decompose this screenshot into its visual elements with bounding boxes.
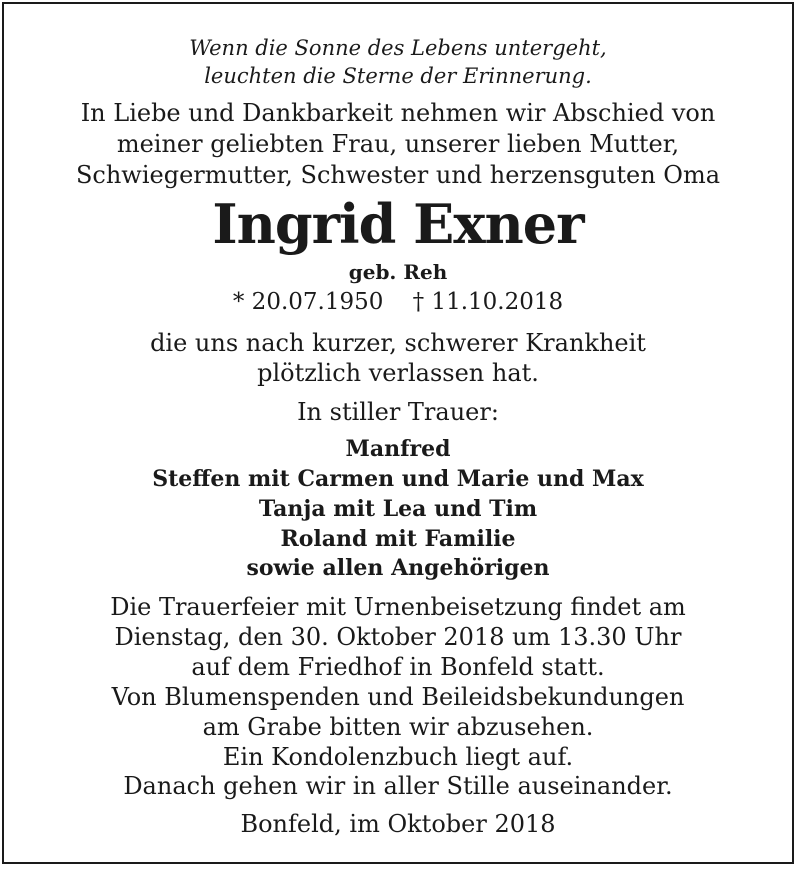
ceremony-line: Die Trauerfeier mit Urnenbeisetzung findet am <box>110 593 686 621</box>
ceremony-line: auf dem Friedhof in Bonfeld statt. <box>191 653 605 681</box>
mourner-line: sowie allen Angehörigen <box>246 555 550 581</box>
ceremony-line: Von Blumenspenden und Beileidsbekundungen <box>111 683 685 711</box>
mourner-line: Steffen mit Carmen und Marie und Max <box>152 466 644 492</box>
circumstance-line: plötzlich verlassen hat. <box>257 359 539 387</box>
mourner-line: Manfred <box>345 436 451 462</box>
intro-line: meiner geliebten Frau, unserer lieben Mutter, <box>116 130 680 158</box>
ceremony-line: am Grabe bitten wir abzusehen. <box>202 713 594 741</box>
mourning-label: In stiller Trauer: <box>297 398 499 426</box>
intro-line: Schwiegermutter, Schwester und herzensguten Oma <box>75 161 721 189</box>
circumstance-line: die uns nach kurzer, schwerer Krankheit <box>150 329 646 357</box>
ceremony-line: Dienstag, den 30. Oktober 2018 um 13.30 Uhr <box>114 623 682 651</box>
mourner-line: Tanja mit Lea und Tim <box>258 496 538 522</box>
ceremony-line: Danach gehen wir in aller Stille auseinander. <box>123 772 673 800</box>
life-dates: * 20.07.1950 † 11.10.2018 <box>232 289 564 315</box>
birth-name: geb. Reh <box>348 260 448 284</box>
intro-line: In Liebe und Dankbarkeit nehmen wir Abschied von <box>80 99 716 127</box>
mourner-line: Roland mit Familie <box>280 526 516 552</box>
motto-line: Wenn die Sonne des Lebens untergeht, <box>189 36 607 60</box>
deceased-name: Ingrid Exner <box>212 192 584 256</box>
motto-line: leuchten die Sterne der Erinnerung. <box>204 64 592 88</box>
place-date: Bonfeld, im Oktober 2018 <box>240 810 556 838</box>
ceremony-line: Ein Kondolenzbuch liegt auf. <box>222 743 574 771</box>
obituary-notice <box>2 2 794 864</box>
